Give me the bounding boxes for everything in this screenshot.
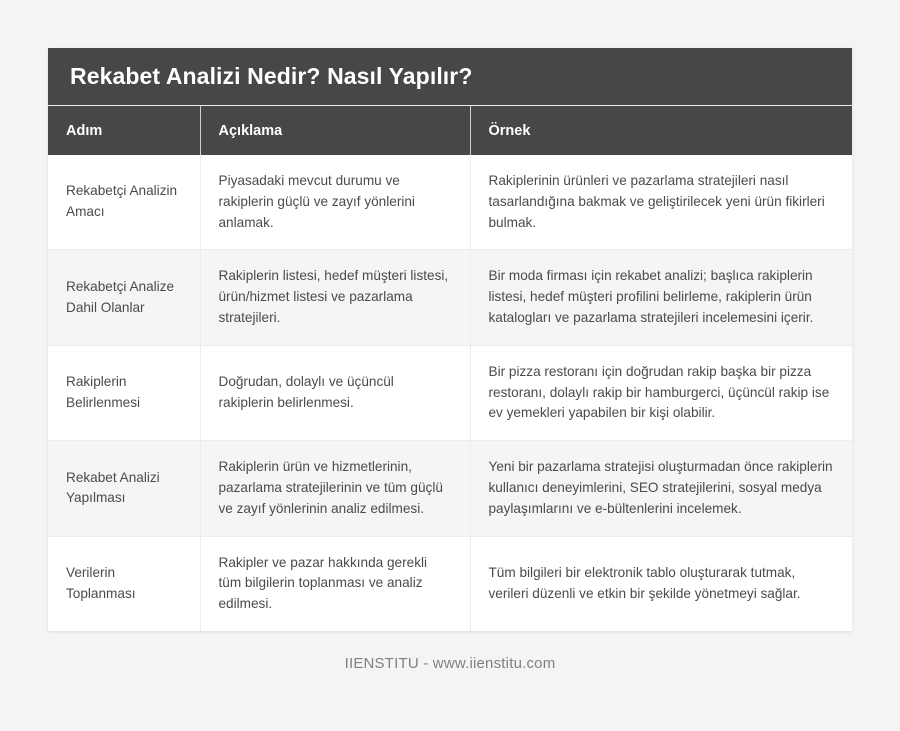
cell-example: Tüm bilgileri bir elektronik tablo oluşturarak tutmak, verileri düzenli ve etkin bir şekilde yönetmeyi sağlar. (470, 536, 852, 631)
table-row (48, 155, 852, 250)
footer-attribution: IIENSTITU - www.iienstitu.com (344, 655, 556, 672)
column-header-description: Açıklama (200, 106, 470, 155)
cell-step: Rekabetçi Analizin Amacı (48, 155, 200, 250)
cell-description: Rakipler ve pazar hakkında gerekli tüm bilgilerin toplanması ve analiz edilmesi. (200, 536, 470, 631)
cell-step: Verilerin Toplanması (48, 536, 200, 631)
cell-example: Rakiplerinin ürünleri ve pazarlama stratejileri nasıl tasarlandığına bakmak ve geliştirilecek yeni ürün fikirleri bulmak. (470, 155, 852, 250)
table-body (48, 155, 852, 631)
table-header-row (48, 106, 852, 155)
infographic-card (48, 48, 852, 631)
card-title-bar (48, 48, 852, 106)
cell-description: Doğrudan, dolaylı ve üçüncül rakiplerin belirlenmesi. (200, 345, 470, 440)
cell-example: Yeni bir pazarlama stratejisi oluşturmadan önce rakiplerin kullanıcı deneyimlerini, SEO stratejilerini, sosyal medya paylaşımlarını ve e-bültenlerini incelemek. (470, 441, 852, 536)
cell-step: Rakiplerin Belirlenmesi (48, 345, 200, 440)
table-row (48, 250, 852, 345)
cell-description: Rakiplerin listesi, hedef müşteri listesi, ürün/hizmet listesi ve pazarlama stratejileri. (200, 250, 470, 345)
table-row (48, 345, 852, 440)
footer (0, 655, 900, 673)
cell-step: Rekabetçi Analize Dahil Olanlar (48, 250, 200, 345)
table-header (48, 106, 852, 155)
column-header-example: Örnek (470, 106, 852, 155)
cell-step: Rekabet Analizi Yapılması (48, 441, 200, 536)
competitor-analysis-table (48, 106, 852, 631)
cell-description: Rakiplerin ürün ve hizmetlerinin, pazarlama stratejilerinin ve tüm güçlü ve zayıf yönlerinin analiz edilmesi. (200, 441, 470, 536)
cell-example: Bir moda firması için rekabet analizi; başlıca rakiplerin listesi, hedef müşteri profilini belirleme, rakiplerin ürün katalogları ve pazarlama stratejileri incelemesini içerir. (470, 250, 852, 345)
cell-description: Piyasadaki mevcut durumu ve rakiplerin güçlü ve zayıf yönlerini anlamak. (200, 155, 470, 250)
cell-example: Bir pizza restoranı için doğrudan rakip başka bir pizza restoranı, dolaylı rakip bir hamburgerci, üçüncül rakip ise ev yemekleri yapabilen bir kişi olabilir. (470, 345, 852, 440)
table-row (48, 441, 852, 536)
column-header-step: Adım (48, 106, 200, 155)
page-title: Rekabet Analizi Nedir? Nasıl Yapılır? (70, 62, 473, 89)
table-row (48, 536, 852, 631)
